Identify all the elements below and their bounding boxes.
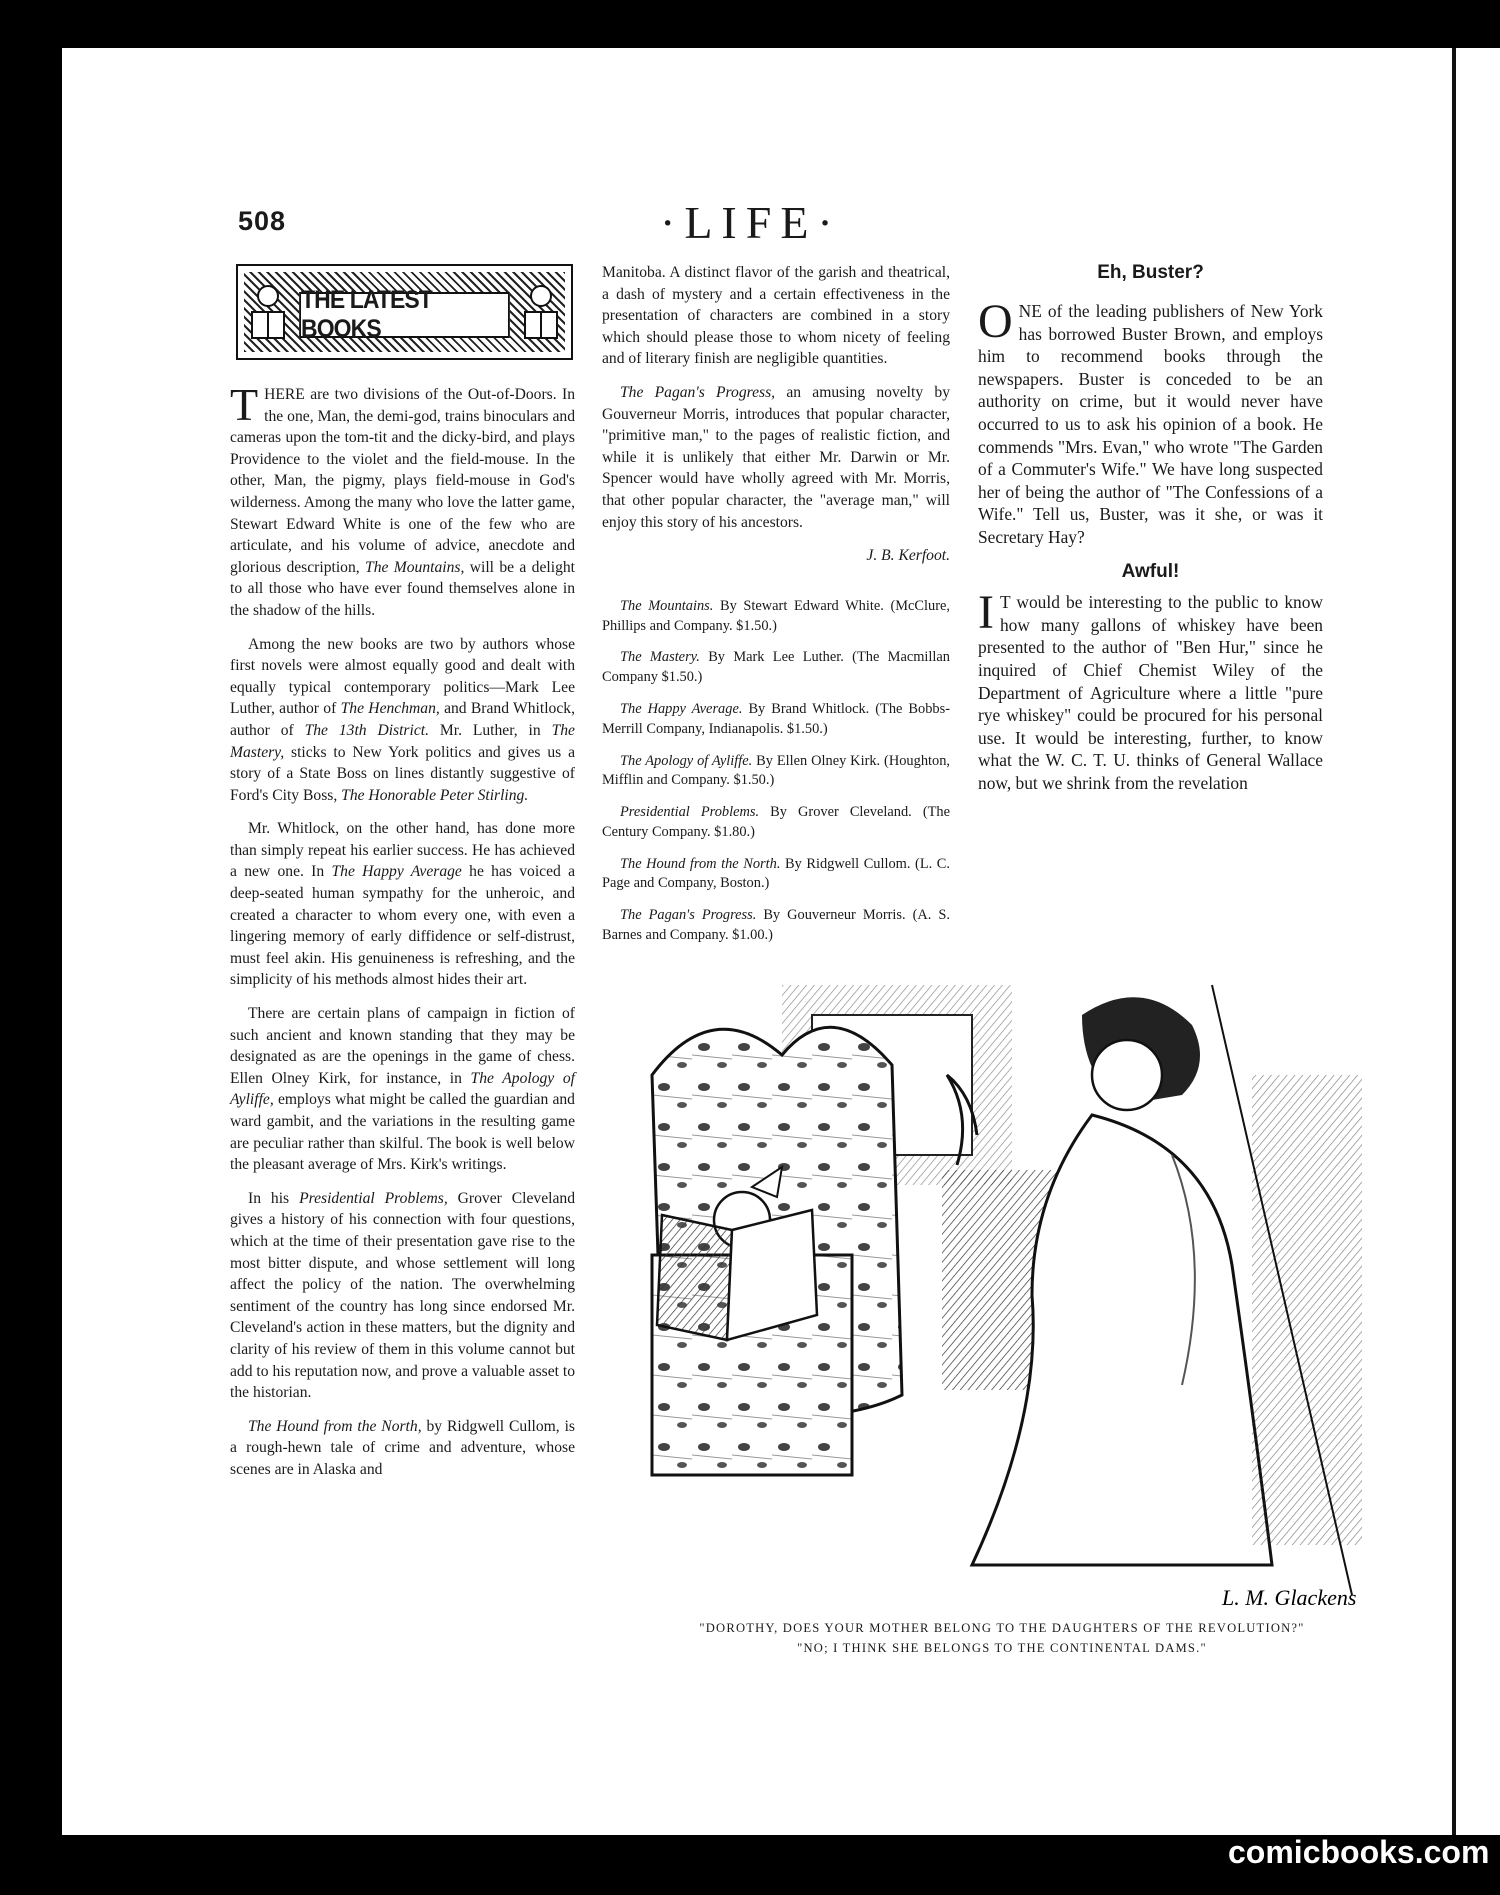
book-title: The Apology of Ayliffe, xyxy=(230,1069,575,1109)
book-details: By Stewart Edward White. (McClure, Phillips and Company. $1.50.) xyxy=(602,597,950,634)
paragraph xyxy=(230,818,575,991)
column-1 xyxy=(230,379,576,1493)
paragraph-text: employs what might be called the guardian and ward gambit, and the variations in the resulting game are peculiar rather than skilful. The book is well below the pleasant average of Mrs. Kirk's writings. xyxy=(230,1091,575,1174)
masthead: ·LIFE· xyxy=(660,197,842,248)
open-book xyxy=(657,1215,732,1340)
wooden-chair xyxy=(1252,1075,1362,1545)
drop-cap: I xyxy=(978,586,994,640)
paragraph-text: Mr. Luther, in xyxy=(439,721,541,739)
paragraph: Manitoba. A distinct flavor of the garish and theatrical, a dash of mystery and a certain effectiveness in the presentation of characters are combined in a story which should please those to whom nicety of feeling and of literary finish are negligible quantities. xyxy=(602,264,950,368)
artist-signature: L. M. Glackens xyxy=(1222,1585,1357,1610)
paragraph-text: will be a delight to all those who have ever found themselves alone in the shadow of the hills. xyxy=(230,558,575,619)
book-title: Presidential Problems. xyxy=(620,804,760,821)
book-list xyxy=(602,597,950,946)
book-title: The Honorable Peter Stirling. xyxy=(341,786,529,804)
watermark: comicbooks.com xyxy=(1228,1834,1490,1870)
paragraph xyxy=(230,1003,575,1176)
book-title: The Mastery. xyxy=(620,649,700,666)
column-3 xyxy=(978,295,1323,806)
paragraph-text: Grover Cleveland gives a history of his connection with four questions, which at the time of their presentation gave rise to the most bitter dispute, and whose settlement will long affect the policy of the nation. The overwhelming sentiment of the country has long since endorsed Mr. Cleveland's action in these matters, but the dignity and clarity of his review of them in this volume cannot but add to his reputation now, and prove a valuable asset to the historian. xyxy=(230,1189,575,1402)
paragraph xyxy=(230,634,575,807)
paragraph-text: sticks to New York politics and gives us a story of a State Boss on lines distantly suggestive of Ford's City Boss, xyxy=(230,743,575,804)
book-details: By Grover Cleveland. (The Century Company. $1.80.) xyxy=(602,804,950,840)
book-listing xyxy=(602,803,950,843)
book-listing xyxy=(602,752,950,792)
paragraph xyxy=(230,1188,575,1404)
paragraph-text: Mr. Whitlock, on the other hand, has done more than simply repeat his earlier success. He has achieved a new one. In xyxy=(230,820,575,881)
facing-page-edge xyxy=(1452,48,1500,1835)
paragraph-text: HERE are two divisions of the Out-of-Doors. In the one, Man, the demi-god, trains binoculars and cameras upon the tom-tit and the dicky-bird, and plays Providence to the violet and the field-mouse. In the other, Man, the pigmy, plays field-mouse in God's wilderness. Among the many who love the latter game, Stewart Edward White is one of the few who are articulate, and his volume of advice, anecdote and glorious description, xyxy=(230,386,575,576)
paragraph-text: by Ridgwell Cullom, is a rough-hewn tale of crime and adventure, whose scenes are in Alaska and xyxy=(230,1417,575,1478)
book-listing xyxy=(602,597,950,637)
book-title: The Hound from the North, xyxy=(248,1417,422,1435)
column-2 xyxy=(602,262,950,958)
article-eh-buster xyxy=(978,295,1323,549)
book-title: The Pagan's Progress. xyxy=(620,907,757,924)
book-title: The Apology of Ayliffe. xyxy=(620,752,753,769)
book-title: The Mastery, xyxy=(230,721,575,761)
book-listing xyxy=(602,648,950,688)
paragraph-intro xyxy=(230,379,575,622)
reviewer-signature: J. B. Kerfoot. xyxy=(866,547,950,565)
article-heading: Awful! xyxy=(1121,560,1180,582)
book-details: By Brand Whitlock. (The Bobbs-Merrill Company, Indianapolis. $1.50.) xyxy=(602,700,951,737)
book-title: The Happy Average xyxy=(331,863,462,881)
paragraph-text: Among the new books are two by authors whose first novels were almost equally good and dealt with equally typical contemporary politics—Mark Lee Luther, author of xyxy=(230,635,575,718)
book-details: By Ellen Olney Kirk. (Houghton, Mifflin and Company. $1.50.) xyxy=(602,752,951,789)
paragraph-text: There are certain plans of campaign in fiction of such ancient and known standing that they may be designated as are the openings in the game of chess. Ellen Olney Kirk, for instance, in xyxy=(230,1005,575,1087)
cartoon-illustration xyxy=(612,955,1380,1610)
book-details: By Gouverneur Morris. (A. S. Barnes and Company. $1.00.) xyxy=(602,907,950,944)
book-listing xyxy=(602,906,950,946)
paragraph-text: NE of the leading publishers of New York has borrowed Buster Brown, and employs him to recommend books through the newspapers. Buster is conceded to be an authority on crime, but it would never have occurred to us to ask his opinion of a book. He commends "Mrs. Evan," who wrote "The Garden of a Commuter's Wife." We have long suspected her of being the author of "The Confessions of a Wife." Tell us, Buster, was it she, or was it Secretary Hay? xyxy=(978,301,1323,547)
drop-cap: O xyxy=(978,295,1013,348)
paragraph-text: and Brand Whitlock, author of xyxy=(230,700,575,739)
book-title: The Hound from the North. xyxy=(620,855,781,872)
book-title: Presidential Problems, xyxy=(299,1189,448,1207)
latest-books-banner xyxy=(236,264,573,360)
caption-line: "DOROTHY, DOES YOUR MOTHER BELONG TO THE DAUGHTERS OF THE REVOLUTION?" xyxy=(699,1621,1305,1635)
drop-cap: T xyxy=(230,379,259,430)
page-number: 508 xyxy=(238,206,287,236)
book-title: The Happy Average. xyxy=(620,700,743,717)
book-listing xyxy=(602,855,950,895)
book-title: The Mountains. xyxy=(620,597,714,614)
article-awful xyxy=(978,586,1323,794)
cartoon-caption xyxy=(612,1618,1392,1658)
paragraph-text: In his xyxy=(248,1189,290,1207)
book-title: The Henchman, xyxy=(340,700,440,718)
article-heading: Eh, Buster? xyxy=(1097,262,1204,283)
old-woman xyxy=(1092,1040,1162,1110)
paragraph-text: he has voiced a deep-seated human sympathy for the unheroic, and created a character to whom every one, with even a lingering memory of early diffidence or self-distrust, must feel akin. His genuineness is refreshing, and the simplicity of his methods almost hides their art. xyxy=(230,863,576,989)
book-details: By Mark Lee Luther. (The Macmillan Company $1.50.) xyxy=(602,649,950,686)
paragraph-text: an amusing novelty by Gouverneur Morris, introduces that popular character, "primitive man," to the pages of realistic fiction, and while it is unlikely that either Mr. Darwin or Mr. Spencer would have wholly agreed with Mr. Morris, that other popular character, the "average man," will enjoy this story of his ancestors. xyxy=(602,383,950,531)
paragraph xyxy=(230,1416,575,1481)
book-details: By Ridgwell Cullom. (L. C. Page and Company, Boston.) xyxy=(602,855,950,892)
book-title: The 13th District. xyxy=(304,721,429,739)
paragraph xyxy=(602,382,950,533)
book-title: The Mountains, xyxy=(365,558,465,576)
paragraph-text: T would be interesting to the public to know how many gallons of whiskey have been presented to the author of "Ben Hur," since he inquired of Chief Chemist Wiley of the Department of Agriculture where a little "pure rye whiskey" could be procured for his personal use. It would be interesting, further, to know what the W. C. T. U. thinks of General Wallace now, but we shrink from the revelation xyxy=(978,592,1323,793)
reading-cherub-left-icon xyxy=(246,282,290,346)
caption-line: "NO; I THINK SHE BELONGS TO THE CONTINENTAL DAMS." xyxy=(797,1641,1207,1655)
book-title: The Pagan's Progress, xyxy=(620,383,776,401)
book-listing xyxy=(602,700,950,740)
banner-title: THE LATEST BOOKS xyxy=(299,292,510,338)
reading-cherub-right-icon xyxy=(519,282,563,346)
